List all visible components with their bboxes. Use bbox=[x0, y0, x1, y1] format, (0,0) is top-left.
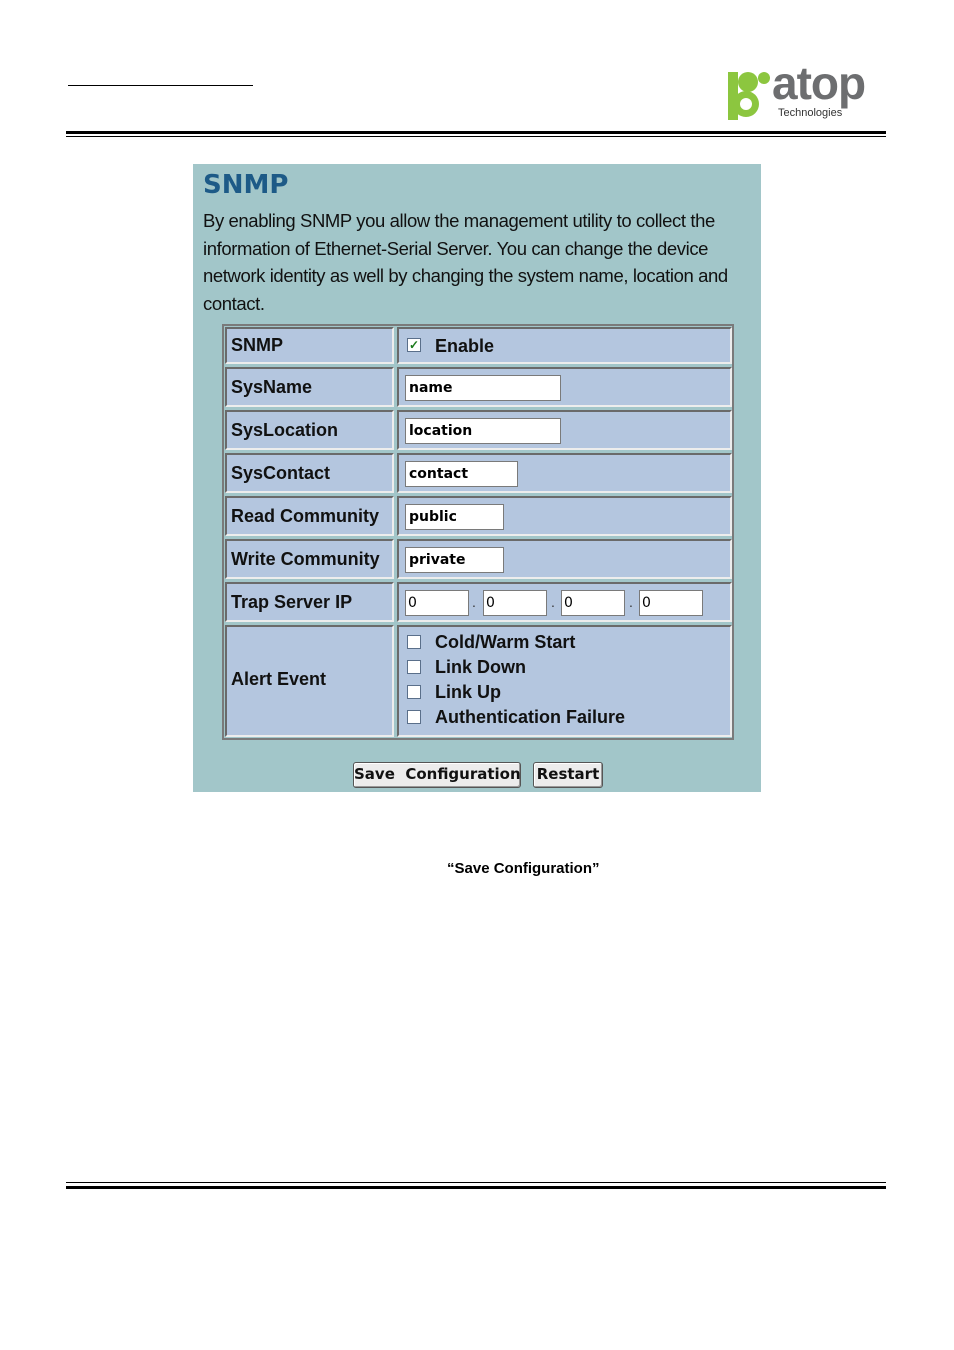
trap-ip-octet-4[interactable]: 0 bbox=[639, 590, 703, 616]
row-syslocation-label-cell bbox=[225, 410, 394, 450]
alert-auth-failure-label: Authentication Failure bbox=[435, 707, 626, 727]
row-syscontact-label-cell bbox=[225, 453, 394, 493]
row-sysname-label-cell bbox=[225, 367, 394, 407]
ip-separator: . bbox=[551, 594, 555, 610]
ip-separator: . bbox=[629, 594, 633, 610]
atop-logo bbox=[726, 57, 886, 124]
row-sysname-value-cell bbox=[397, 367, 732, 407]
save-configuration-caption: “Save Configuration” bbox=[447, 860, 600, 877]
row-snmp-label-cell bbox=[225, 327, 394, 364]
syslocation-input[interactable]: location bbox=[405, 418, 561, 444]
alert-cold-warm-start-checkbox[interactable] bbox=[407, 635, 421, 649]
read-community-input[interactable]: public bbox=[405, 504, 504, 530]
row-alert-event-value-cell bbox=[397, 625, 732, 737]
write-community-label: Write Community bbox=[231, 549, 380, 569]
sysname-label: SysName bbox=[231, 377, 313, 397]
row-write-community-label-cell bbox=[225, 539, 394, 579]
trap-ip-octet-2[interactable]: 0 bbox=[483, 590, 547, 616]
snmp-config-table bbox=[222, 324, 734, 740]
row-read-community-label-cell bbox=[225, 496, 394, 536]
trap-server-label: Trap Server IP bbox=[231, 592, 353, 612]
syslocation-label: SysLocation bbox=[231, 420, 339, 440]
alert-event-label: Alert Event bbox=[231, 669, 327, 689]
alert-link-down-checkbox[interactable] bbox=[407, 660, 421, 674]
alert-link-down-label: Link Down bbox=[435, 657, 526, 677]
logo-tagline: Technologies bbox=[778, 107, 843, 119]
row-snmp-value-cell bbox=[397, 327, 732, 364]
logo-wordmark: atop bbox=[772, 57, 866, 109]
syscontact-input[interactable]: contact bbox=[405, 461, 518, 487]
syscontact-label: SysContact bbox=[231, 463, 331, 483]
alert-link-up-checkbox[interactable] bbox=[407, 685, 421, 699]
row-read-community-value-cell bbox=[397, 496, 732, 536]
row-syslocation-value-cell bbox=[397, 410, 732, 450]
alert-link-up-label: Link Up bbox=[435, 682, 501, 702]
snmp-enable-label: Enable bbox=[435, 336, 495, 356]
read-community-label: Read Community bbox=[231, 506, 380, 526]
row-trap-server-value-cell bbox=[397, 582, 732, 622]
sysname-input[interactable]: name bbox=[405, 375, 561, 401]
footer-rule bbox=[66, 1186, 886, 1189]
alert-auth-failure-checkbox[interactable] bbox=[407, 710, 421, 724]
header-rule-thin bbox=[66, 136, 886, 137]
panel-title: SNMP bbox=[203, 170, 289, 200]
snmp-enable-checkbox[interactable]: ✓ bbox=[408, 338, 420, 352]
atop-logo-mark-icon bbox=[726, 66, 776, 122]
header-short-line bbox=[68, 85, 253, 86]
header-rule bbox=[66, 131, 886, 134]
restart-button[interactable]: Restart bbox=[533, 762, 603, 788]
write-community-input[interactable]: private bbox=[405, 547, 504, 573]
panel-description: By enabling SNMP you allow the management utility to collect the information of Ethernet-Serial Server. You can change the device network identity as well by changing the system name, location and contact. bbox=[203, 210, 728, 315]
row-write-community-value-cell bbox=[397, 539, 732, 579]
snmp-panel bbox=[193, 164, 761, 792]
save-configuration-button[interactable]: Save Configuration bbox=[353, 762, 521, 788]
snmp-label: SNMP bbox=[231, 335, 284, 355]
alert-cold-warm-start-label: Cold/Warm Start bbox=[435, 632, 576, 652]
trap-ip-octet-1[interactable]: 0 bbox=[405, 590, 469, 616]
trap-ip-octet-3[interactable]: 0 bbox=[561, 590, 625, 616]
row-alert-event-label-cell bbox=[225, 625, 394, 737]
ip-separator: . bbox=[472, 594, 476, 610]
row-trap-server-label-cell bbox=[225, 582, 394, 622]
row-syscontact-value-cell bbox=[397, 453, 732, 493]
footer-rule-thin bbox=[66, 1182, 886, 1183]
